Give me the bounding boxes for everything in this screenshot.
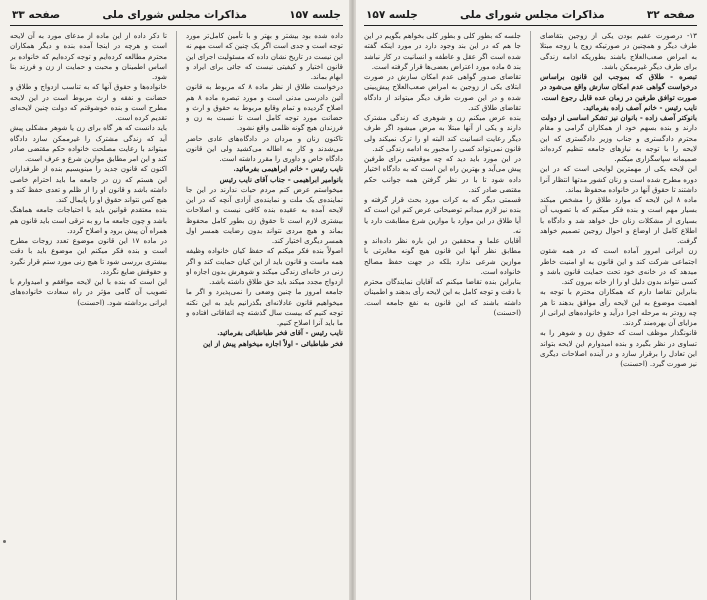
- body-paragraph: این است که بنده با این لایحه موافقم و امیدوارم با تصویب آن گامی مؤثر در راه سعادت خانواده‌های ایرانی برداشته شود. (احسنت): [10, 277, 167, 307]
- left-page: [0, 0, 351, 600]
- left-page-columns: [10, 31, 343, 600]
- body-paragraph: زن ایرانی امروز آماده است که در همه شئون اجتماعی شرکت کند و این قانون به او امنیت خاطر میدهد که در خانه‌ی خود تحت حمایت قانون باشد و کسی نتواند بدون دلیل او را از خانه بیرون کند.: [540, 246, 697, 286]
- right-page: [356, 0, 707, 600]
- right-page-columns: [364, 31, 697, 600]
- body-paragraph: قسمتی دیگر که به کرات مورد بحث قرار گرفته و بنده نیز لازم میدانم توضیحاتی عرض کنم این است که آیا طلاق در این موارد با موازین شرع مطابقت دارد یا نه.: [364, 195, 521, 235]
- body-paragraph: در ماده ۱۷ این قانون موضوع تعدد زوجات مطرح است و بنده فکر میکنم این موضوع باید با دقت بیشتری بررسی شود تا هیچ زنی مورد ستم قرار نگیرد و حقوقش ضایع نگردد.: [10, 236, 167, 276]
- body-paragraph: اکنون که قانون جدید را مینویسیم بنده از طرفداران این هستم که زن در جامعه ما باید احترام خاصی داشته باشد و قانون او را از ظلم و تعدی حفظ کند و هیچ کس نتواند حقوق او را پایمال کند.: [10, 164, 167, 204]
- right-page-header: [364, 8, 697, 26]
- body-paragraph: بنده معتقدم قوانین باید با احتیاجات جامعه هماهنگ باشد و چون جامعه ما رو به ترقی است باید قانون هم همراه آن پیش برود و اصلاح گردد.: [10, 205, 167, 235]
- body-paragraph: میخواستم عرض کنم مردم حیات ندارند در این جا نماینده‌ی یک ملت و نماینده‌ی آزادی آنچه که در این لایحه آمده به عقیده بنده کافی نیست و اصلاحات بیشتری لازم است تا حقوق زن بطور کامل محفوظ بماند و هیچ مردی نتواند بدون رضایت همسر اول همسر دیگری اختیار کند.: [186, 184, 343, 245]
- body-paragraph: تا دکر داده از این ماده از مدعای مورد به آن لایحه است و هرچه در اینجا آمده بنده و دیگر همکاران محترم مطالعه کرده‌ایم و توجه کرده‌ایم که خانواده بر اساس اطمینان و محبت و حمایت از زن و فرزند بنا شود.: [10, 31, 167, 81]
- body-paragraph: ۱۳- درصورت عقیم بودن یکی از زوجین بتقاضای طرف دیگر و همچنین در صورتیکه زوج یا زوجه مبتلا به امراض صعب‌العلاج باشند بطوریکه ادامه زندگی برای طرف دیگر غیرممکن باشد.: [540, 31, 697, 71]
- right-page-session: جلسه ۱۵۷: [366, 9, 418, 21]
- speaker-paragraph: نایب رئیس - خانم آصف زاده بفرمائید.: [582, 102, 697, 112]
- body-paragraph: باید دانست که هر گاه برای زن یا شوهر مشکلی پیش آید که زندگی مشترک را غیرممکن سازد دادگاه میتواند با رعایت مصلحت خانواده حکم مقتضی صادر کند و این امر مطابق موازین شرع و عرف است.: [10, 123, 167, 163]
- speaker-paragraph: تبصره - طلاق که بموجب این قانون براساس درخواست گواهی عدم امکان سازش واقع می‌شود در صورت توافق طرفین در زمان عده قابل رجوع است.: [540, 72, 697, 102]
- left-page-col-right: [186, 31, 343, 600]
- speaker-paragraph: نایب رئیس - خانم ابراهیمی بفرمائید.: [233, 164, 343, 174]
- body-paragraph: ماده ۸ این لایحه که موارد طلاق را مشخص میکند بسیار مهم است و بنده فکر میکنم که با تصویب آن بسیاری از مشکلات زنان حل خواهد شد و دادگاه با اطلاع کامل از اوضاع و احوال زوجین تصمیم خواهد گرفت.: [540, 195, 697, 245]
- left-page-col-left: [10, 31, 167, 600]
- right-page-col-left: [364, 31, 521, 600]
- body-paragraph: تاکنون زنان و مردان در دادگاه‌های عادی حاضر می‌شدند و کار به اطاله می‌کشید ولی این قانون دادگاه خاص و داوری را مقرر داشته است.: [186, 133, 343, 163]
- body-paragraph: دارند و بنده بسهم خود از همکاران گرامی و مقام محترم دادگستری و جناب وزیر دادگستری که این لایحه را با توجه به نیازهای جامعه تنظیم کرده‌اند صمیمانه سپاسگزاری میکنم.: [540, 123, 697, 163]
- left-page-header: [10, 8, 343, 26]
- body-paragraph: جامعه امروز ما چنین وضعی را نمی‌پذیرد و اگر ما میخواهیم قانون عادلانه‌ای بگذرانیم باید به این نکته توجه کنیم که بیست سال گذشته چه اتفاقاتی افتاده و ما باید آنرا اصلاح کنیم.: [186, 287, 343, 327]
- speaker-paragraph: فخر طباطبائی - اولاً اجازه میخواهم پیش از این: [203, 338, 343, 348]
- body-paragraph: بنده عرض میکنم زن و شوهری که زندگی مشترک دارند و یکی از آنها مبتلا به مرض میشود اگر طرف دیگر رعایت انسانیت کند البته او را ترک نمیکند ولی قانون نمی‌تواند کسی را مجبور به ادامه زندگی کند.: [364, 113, 521, 153]
- body-paragraph: آقایان علما و محققین در این باره نظر داده‌اند و مطابق نظر آنها این قانون هیچ گونه مغایرتی با موازین شرعی ندارد بلکه در جهت حفظ مصالح خانواده است.: [364, 236, 521, 276]
- print-speck: [3, 540, 6, 543]
- right-page-title: مذاکرات مجلس شورای ملی: [459, 9, 605, 21]
- body-paragraph: خانواده‌ها و حقوق آنها که به تناسب ازدواج و طلاق و حضانت و نفقه و ارث مربوط است در این لایحه مطرح است و بنده خوشوقتم که دولت چنین لایحه‌ای تقدیم کرده است.: [10, 82, 167, 122]
- speaker-paragraph: نایب رئیس - آقای فخر طباطبائی بفرمائید.: [217, 328, 343, 338]
- left-page-number: صفحه ۳۳: [12, 9, 61, 21]
- left-page-title: مذاکرات مجلس شورای ملی: [102, 9, 248, 21]
- body-paragraph: در این مورد باید دید که چه موقعیتی برای طرفین پیش می‌آید و بهترین راه این است که به دادگاه اختیار داده شود تا با در نظر گرفتن همه جوانب حکم مقتضی صادر کند.: [364, 154, 521, 194]
- body-paragraph: جلسه که بطور کلی و بطور کلی بخواهم بگویم در این جا هم که در این بند وجود دارد در مورد اینکه گفته شده است اگر عقل و عاطفه و انسانیت در کار نباشد بند ۵ ماده مورد اعتراض بعضی‌ها قرار گرفته است.: [364, 31, 521, 71]
- speaker-paragraph: بانوامیر ابراهیمی - جناب آقای نایب رئیس: [219, 174, 343, 184]
- right-page-number: صفحه ۳۲: [646, 9, 695, 21]
- body-paragraph: اصولاً بنده فکر میکنم که حفظ کیان خانواده وظیفه همه ماست و قانون باید از این کیان حمایت کند و اگر زنی در خانه‌ای زندگی میکند و شوهرش بدون اجازه او ازدواج مجدد میکند باید حق طلاق داشته باشد.: [186, 246, 343, 286]
- body-paragraph: بنابراین بنده تقاضا میکنم که آقایان نمایندگان محترم با دقت و توجه کامل به این لایحه رأی بدهند و اطمینان داشته باشند که این قانون به نفع جامعه است. (احسنت): [364, 277, 521, 317]
- body-paragraph: این لایحه یکی از مهمترین لوایحی است که در این دوره مطرح شده است و زنان کشور مدتها انتظار آنرا داشتند تا حقوق آنها در خانواده محفوظ بماند.: [540, 164, 697, 194]
- body-paragraph: تقاضای صدور گواهی عدم امکان سازش در صورت ابتلای یکی از زوجین به امراض صعب‌العلاج پیش‌بینی شده و در این صورت طرف دیگر میتواند از دادگاه تقاضای طلاق کند.: [364, 72, 521, 112]
- column-rule: [530, 31, 531, 600]
- left-page-session: جلسه ۱۵۷: [289, 9, 341, 21]
- column-rule: [176, 31, 177, 600]
- body-paragraph: قانونگذار موظف است که حقوق زن و شوهر را به تساوی در نظر بگیرد و بنده امیدوارم این لایحه بتواند این تعادل را برقرار سازد و در آینده اصلاحات دیگری نیز صورت گیرد. (احسنت): [540, 328, 697, 368]
- body-paragraph: داده شده بود بیشتر و بهتر و با تأمین کامل‌تر مورد توجه است و جدی است اگر یک چنین که است مهم نه این نیست در تاریخ نشان داده که مسئولیت اجرای این قانون اختیار و کیفیتی نیست که جائی برای ایراد و ابهام بماند.: [186, 31, 343, 81]
- right-page-col-right: [540, 31, 697, 600]
- speaker-paragraph: بانوکتر آصف زاده - بانوان نیز تشکر اساسی از دولت: [540, 113, 697, 122]
- body-paragraph: درخواست طلاق از نظر ماده ۸ که مربوط به قانون آئین دادرسی مدنی است و مورد تبصره ماده ۸ هم اصلاح گردیده و تمام وقایع مربوط به حقوق و ارث و حضانت مورد توجه کامل است تا نسبت به زن و فرزندان هیچ گونه ظلمی واقع نشود.: [186, 82, 343, 133]
- body-paragraph: بنابراین تقاضا دارم که همکاران محترم با توجه به اهمیت موضوع به این لایحه رأی موافق بدهند تا هر چه زودتر به مرحله اجرا درآید و خانواده‌های ایرانی از مزایای آن بهره‌مند گردند.: [540, 287, 697, 327]
